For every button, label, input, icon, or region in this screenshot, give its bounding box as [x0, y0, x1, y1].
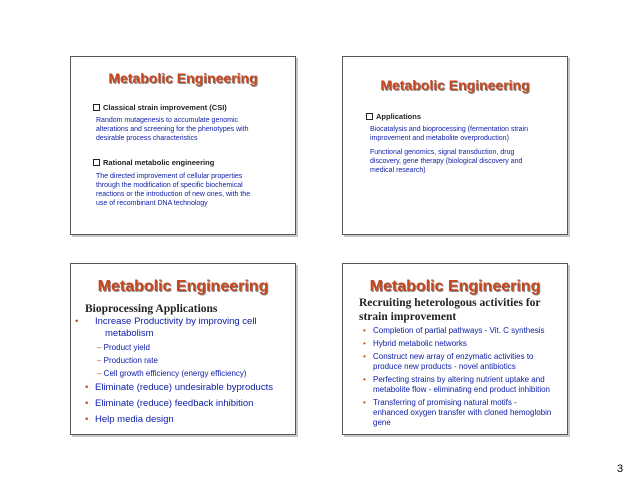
- bullet-icon: •: [363, 375, 366, 384]
- recruiting-bullets: • Completion of partial pathways - Vit. C synthesis • Hybrid metabolic networks • Construct new array of enzymatic activities to produce new products - novel antibiotics • Perfecting strains by altering nutrient uptake and metabolite flow - eliminating end product inhibition • Transferring of promising natural motifs - enhanced oxygen transfer with cloned hemoglobin gene: [363, 326, 552, 427]
- bullet-icon: •: [85, 382, 89, 393]
- bullet-icon: •: [75, 316, 79, 327]
- bullet-icon: •: [363, 326, 366, 335]
- applications-paragraph-2: Functional genomics, signal transduction, drug discovery, gene therapy (biological discovery and medical research): [370, 149, 523, 174]
- slide-3: [70, 263, 296, 435]
- rational-description: The directed improvement of cellular properties through the modification of specific biochemical reactions or the introduction of new ones, with the use of recombinant DNA technology: [96, 173, 251, 207]
- slide-4-title: Metabolic Engineering: [369, 278, 541, 295]
- sub-bullets: – Product yield – Production rate – Cell growth efficiency (energy efficiency): [97, 343, 247, 378]
- rational-heading: Rational metabolic engineering: [93, 158, 214, 167]
- page-number: 3: [617, 463, 624, 475]
- bullet-icon: •: [363, 398, 366, 407]
- csi-description: Random mutagenesis to accumulate genomic alterations and screening for the phenotypes with desirable process characteristics: [96, 117, 249, 142]
- bioprocessing-heading: Bioprocessing Applications: [85, 303, 218, 315]
- applications-paragraph-1: Biocatalysis and bioprocessing (fermentation strain improvement and metabolite overproduction): [370, 126, 528, 142]
- checkbox-icon: [366, 113, 373, 120]
- checkbox-icon: [93, 104, 100, 111]
- csi-heading: Classical strain improvement (CSI): [93, 103, 227, 112]
- slide-1-title: Metabolic Engineering: [108, 70, 258, 86]
- bullet-icon: •: [363, 339, 366, 348]
- bullet-list: • Eliminate (reduce) undesirable byproducts • Eliminate (reduce) feedback inhibition • Help media design: [85, 382, 273, 425]
- bullet-productivity: • Increase Productivity by improving cell metabolism: [75, 316, 257, 339]
- slide-2-title: Metabolic Engineering: [380, 77, 530, 93]
- checkbox-icon: [93, 159, 100, 166]
- bullet-icon: •: [85, 414, 89, 425]
- applications-heading: Applications: [366, 112, 421, 121]
- slide-4: [342, 263, 568, 435]
- recruiting-heading: Recruiting heterologous activities for strain improvement: [359, 297, 541, 323]
- slide-3-title: Metabolic Engineering: [97, 278, 269, 295]
- slide-1: [70, 56, 296, 235]
- bullet-icon: •: [363, 352, 366, 361]
- bullet-icon: •: [85, 398, 89, 409]
- slide-2: [342, 56, 568, 235]
